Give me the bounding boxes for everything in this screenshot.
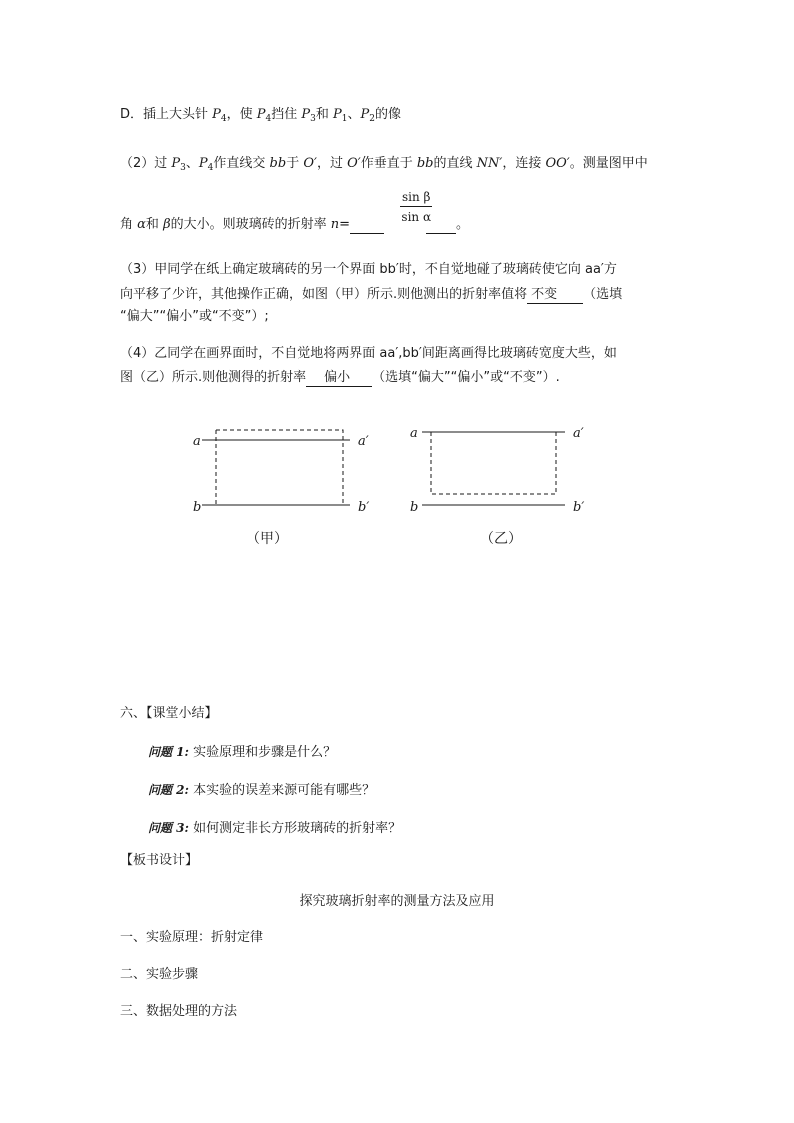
question-3-line-3: “偏大”“偏小”或“不变”）;	[120, 309, 269, 324]
label-a: a	[410, 426, 418, 441]
label-a-prime: a′	[573, 426, 584, 441]
label-b: b	[193, 500, 202, 515]
question-2-line-2: 角 α和 β的大小。则玻璃砖的折射率 n= 。	[120, 217, 470, 232]
figure-caption: （甲）	[246, 531, 288, 547]
answer-blank: 偏小	[306, 370, 356, 387]
board-title: 探究玻璃折射率的测量方法及应用	[299, 894, 495, 909]
answer-blank: 不变	[527, 287, 583, 304]
label-b-prime: b′	[573, 500, 585, 515]
question-2-line-1: （2）过 $P_3$、$P_4$作直线交 bb于 O′，过 O′作垂直于 bb的直线 NN′，连接 OO′。测量图甲中	[120, 156, 648, 173]
question-3-line-1: （3）甲同学在纸上确定玻璃砖的另一个界面 bb′时，不自觉地碰了玻璃砖使它向 aa′方	[120, 262, 617, 277]
label-b: b	[410, 500, 419, 515]
summary-question-3: 问题 3: 如何测定非长方形玻璃砖的折射率？	[148, 821, 402, 836]
board-item-1: 一、实验原理：折射定律	[120, 930, 264, 945]
label-b-prime: b′	[358, 500, 370, 515]
board-item-3: 三、数据处理的方法	[120, 1004, 238, 1019]
question-4-line-2: 图（乙）所示.则他测得的折射率 偏小 （选填“偏大”“偏小”或“不变”）.	[120, 370, 560, 385]
summary-question-2: 问题 2: 本实验的误差来源可能有哪些？	[148, 783, 376, 798]
fraction-denominator: sin α	[401, 210, 432, 224]
summary-heading: 六、【课堂小结】	[120, 706, 218, 721]
option-d: D．插上大头针 $P_4$，使 $P_4$挡住 $P_3$和 $P_1$、$P_2$的像	[120, 107, 402, 124]
board-heading: 【板书设计】	[120, 853, 199, 868]
summary-question-1: 问题 1: 实验原理和步骤是什么？	[148, 745, 337, 760]
label-a-prime: a′	[358, 434, 369, 449]
glass-block-outline	[431, 432, 556, 494]
figure-caption: （乙）	[480, 531, 522, 547]
figure-yi	[410, 426, 584, 547]
label-a: a	[193, 434, 201, 449]
question-4-line-1: （4）乙同学在画界面时，不自觉地将两界面 aa′,bb′间距离画得比玻璃砖宽度大些，如	[120, 346, 617, 361]
figure-jia	[193, 430, 369, 547]
fraction-numerator: sin β	[400, 190, 432, 207]
board-item-2: 二、实验步骤	[120, 967, 199, 982]
question-3-line-2: 向平移了少许，其他操作正确，如图（甲）所示.则他测出的折射率值将 不变 （选填	[120, 287, 623, 302]
glass-block-outline	[216, 430, 343, 505]
